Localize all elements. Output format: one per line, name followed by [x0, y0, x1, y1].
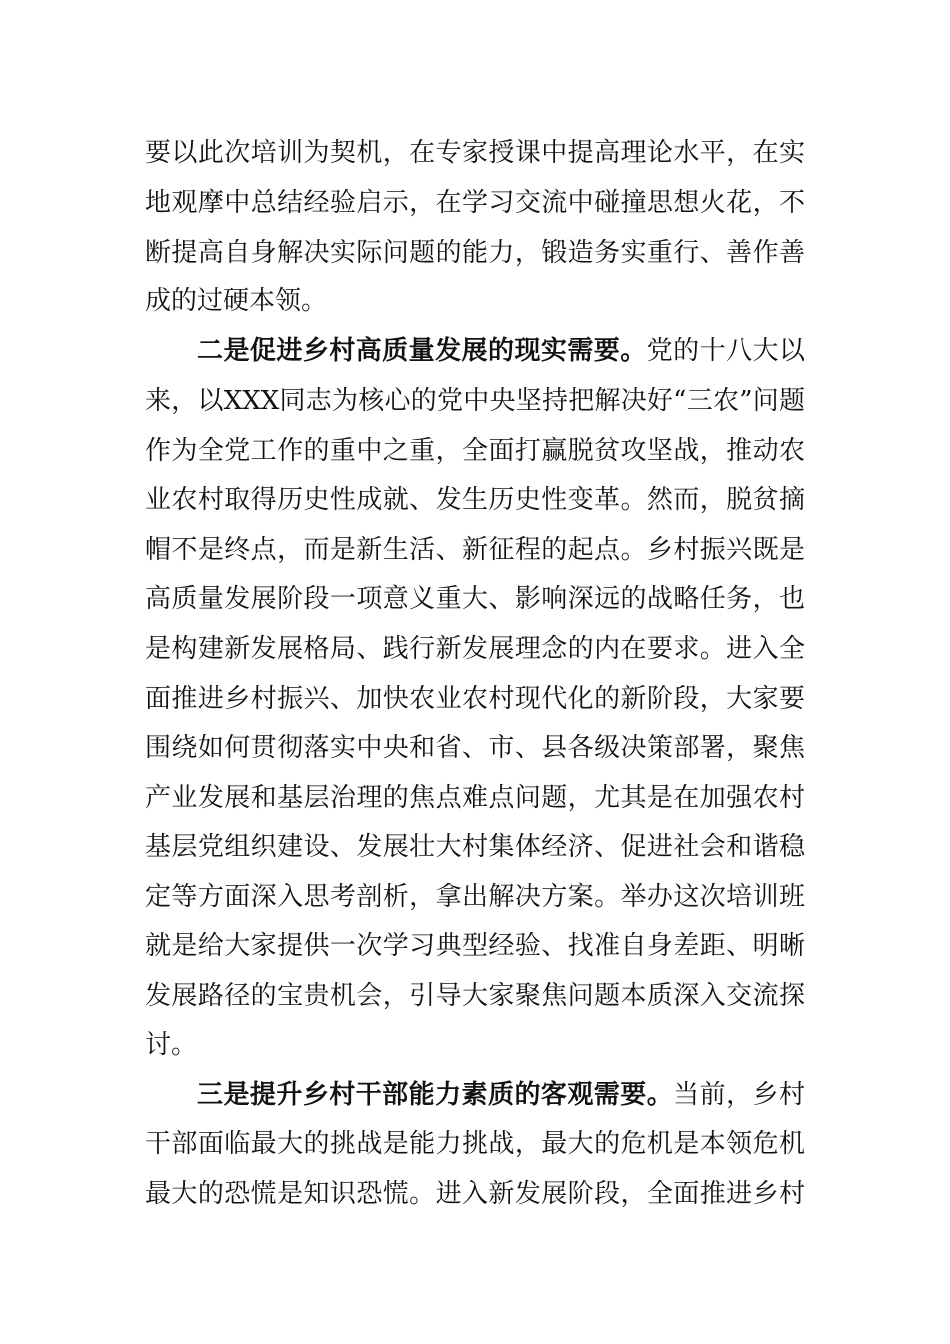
text-line: 讨。 [145, 1030, 198, 1060]
text-line: 是构建新发展格局、践行新发展理念的内在要求。进入全 [145, 634, 805, 664]
text-line: 发展路径的宝贵机会，引导大家聚焦问题本质深入交流探 [145, 981, 805, 1011]
text-line: 干部面临最大的挑战是能力挑战，最大的危机是本领危机 [145, 1129, 805, 1159]
text-line: 围绕如何贯彻落实中央和省、市、县各级决策部署，聚焦 [145, 733, 805, 763]
text-line: 高质量发展阶段一项意义重大、影响深远的战略任务，也 [145, 584, 805, 614]
text-line: 面推进乡村振兴、加快农业农村现代化的新阶段，大家要 [145, 684, 805, 714]
section-heading-line [197, 326, 805, 376]
text-line: 就是给大家提供一次学习典型经验、找准自身差距、明晰 [145, 931, 805, 961]
section-heading-line [197, 1070, 805, 1120]
text-line: 要以此次培训为契机，在专家授课中提高理论水平，在实 [145, 138, 805, 168]
text-line: 产业发展和基层治理的焦点难点问题，尤其是在加强农村 [145, 783, 805, 813]
text-line: 地观摩中总结经验启示，在学习交流中碰撞思想火花，不 [145, 188, 805, 218]
text-line: 基层党组织建设、发展壮大村集体经济、促进社会和谐稳 [145, 832, 805, 862]
section-heading: 三是提升乡村干部能力素质的客观需要。 [197, 1080, 674, 1110]
text-line: 帽不是终点，而是新生活、新征程的起点。乡村振兴既是 [145, 535, 805, 565]
text-line: 成的过硬本领。 [145, 286, 328, 316]
text-line: 作为全党工作的重中之重，全面打赢脱贫攻坚战，推动农 [145, 436, 805, 466]
text-line: 断提高自身解决实际问题的能力，锻造务实重行、善作善 [145, 238, 805, 268]
section-text: 当前，乡村 [673, 1080, 805, 1110]
section-heading: 二是促进乡村高质量发展的现实需要。 [197, 336, 647, 366]
text-line: 来，以XXX同志为核心的党中央坚持把解决好“三农”问题 [145, 386, 805, 416]
section-text: 党的十八大以 [646, 336, 805, 366]
text-line: 定等方面深入思考剖析，拿出解决方案。举办这次培训班 [145, 882, 805, 912]
text-line: 业农村取得历史性成就、发生历史性变革。然而，脱贫摘 [145, 485, 805, 515]
text-line: 最大的恐慌是知识恐慌。进入新发展阶段，全面推进乡村 [145, 1179, 805, 1209]
